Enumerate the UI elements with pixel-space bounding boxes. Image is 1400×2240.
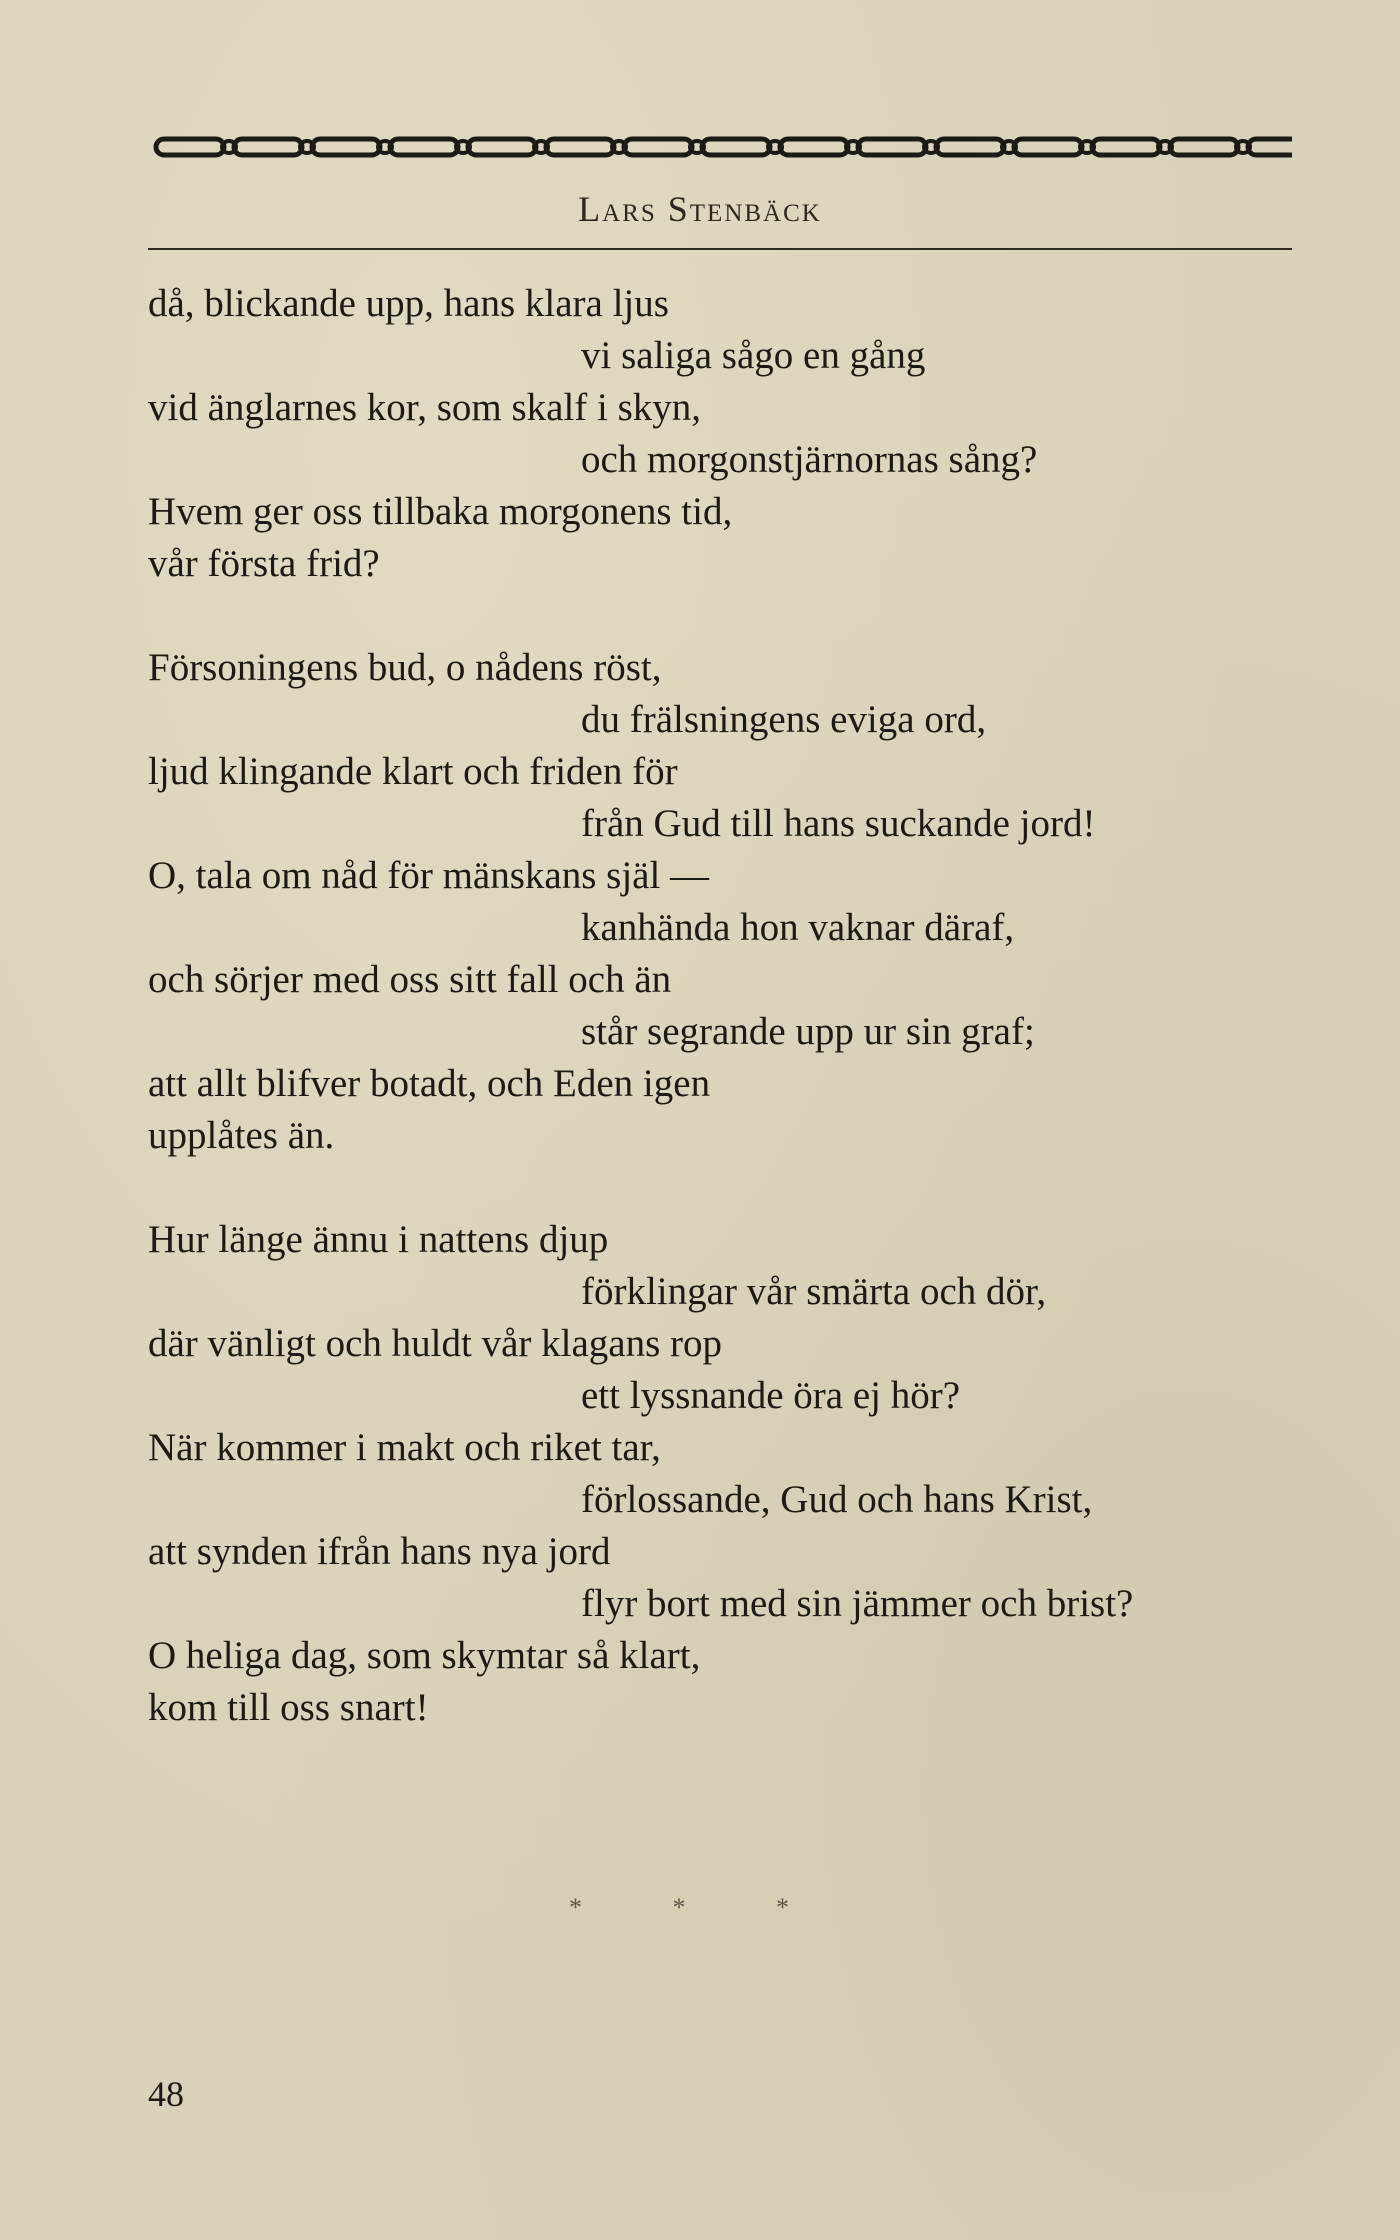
poem-line: står segrande upp ur sin graf; [581, 1010, 1035, 1053]
header-rule [148, 248, 1292, 250]
chain-link [1248, 139, 1292, 155]
poem-line: O heliga dag, som skymtar så klart, [148, 1634, 701, 1677]
poem-line: upplåtes än. [148, 1114, 335, 1157]
poem-line: vi saliga sågo en gång [581, 334, 926, 377]
chain-link [468, 139, 536, 155]
poem-line: du frälsningens eviga ord, [581, 698, 987, 741]
poem-line: att synden ifrån hans nya jord [148, 1530, 611, 1573]
asterism-divider: * * * [569, 1893, 831, 1922]
poem-line: där vänligt och huldt vår klagans rop [148, 1322, 723, 1365]
poem-line: När kommer i makt och riket tar, [148, 1426, 661, 1469]
chain-link [858, 139, 926, 155]
poem-line: vid änglarnes kor, som skalf i skyn, [148, 386, 702, 429]
poem-line: ljud klingande klart och friden för [148, 750, 678, 793]
poem-line: ett lyssnande öra ej hör? [581, 1374, 961, 1417]
poem-line: vår första frid? [148, 542, 380, 585]
poem-line: och sörjer med oss sitt fall och än [148, 958, 672, 1001]
chain-link [312, 139, 380, 155]
poem-line: O, tala om nåd för mänskans själ — [148, 854, 710, 897]
poem-body [148, 278, 1298, 1786]
stanza [148, 642, 1298, 1162]
chain-link [780, 139, 848, 155]
poem-line: Hvem ger oss tillbaka morgonens tid, [148, 490, 733, 533]
poem-line: flyr bort med sin jämmer och brist? [581, 1582, 1134, 1625]
poem-line: Hur länge ännu i nattens djup [148, 1218, 609, 1261]
poem-line: att allt blifver botadt, och Eden igen [148, 1062, 711, 1105]
chain-link [156, 139, 224, 155]
poem-line: kom till oss snart! [148, 1686, 429, 1729]
chain-link [1170, 139, 1238, 155]
chain-link [234, 139, 302, 155]
chain-link [1092, 139, 1160, 155]
stanza [148, 278, 1298, 590]
poem-line: och morgonstjärnornas sång? [581, 438, 1038, 481]
running-head: Lars Stenbäck [578, 189, 822, 229]
chain-link [702, 139, 770, 155]
poem-line: från Gud till hans suckande jord! [581, 802, 1096, 845]
stanza [148, 1214, 1298, 1734]
chain-border-ornament [150, 132, 1292, 162]
chain-link [936, 139, 1004, 155]
poem-line: förklingar vår smärta och dör, [581, 1270, 1047, 1313]
poem-line: förlossande, Gud och hans Krist, [581, 1478, 1093, 1521]
page-number: 48 [148, 2074, 184, 2114]
chain-link [624, 139, 692, 155]
chain-link [546, 139, 614, 155]
poem-line: Försoningens bud, o nådens röst, [148, 646, 662, 689]
chain-link [390, 139, 458, 155]
poem-line: då, blickande upp, hans klara ljus [148, 282, 669, 325]
chain-link [1014, 139, 1082, 155]
poem-line: kanhända hon vaknar däraf, [581, 906, 1015, 949]
